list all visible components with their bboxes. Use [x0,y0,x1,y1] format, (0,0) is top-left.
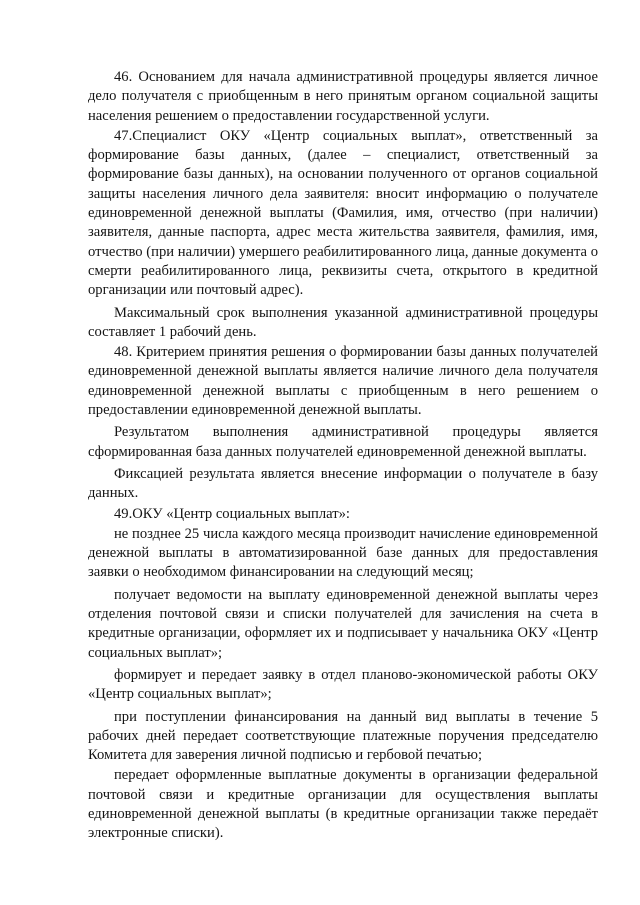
paragraph-result: Результатом выполнения административной процедуры является сформированная база данных получателей единовременной денежной выплаты. [88,424,598,460]
paragraph-47: 47.Специалист ОКУ «Центр социальных выплат», ответственный за формирование базы данных, (далее – специалист, ответственный за формирование базы данных), на основании полученного от органов социальной защиты населения личного дела заявителя: вносит информацию о получателе единовременной денежной выплаты (Фамилия, имя, отчество (при наличии) заявителя, данные паспорта, адрес места жительства заявителя, фамилия, имя, отчество (при наличии) умершего реабилитированного лица, данные документа о смерти реабилитированного лица, реквизиты счета, открытого в кредитной организации или почтовый адрес). [88,127,598,299]
paragraph-accrual: не позднее 25 числа каждого месяца производит начисление единовременной денежной выплаты в автоматизированной базе данных для предоставления заявки о необходимом финансировании на следующий месяц; [88,525,598,581]
paragraph-request: формирует и передает заявку в отдел планово-экономической работы ОКУ «Центр социальных выплат»; [88,666,598,703]
paragraph-max-term: Максимальный срок выполнения указанной административной процедуры составляет 1 рабочий день. [88,304,598,340]
paragraph-48: 48. Критерием принятия решения о формировании базы данных получателей единовременной денежной выплаты является наличие личного дела получателя единовременной денежной выплаты с приобщенным в него решением о предоставлении единовременной денежной выплаты. [88,344,598,419]
paragraph-fixation: Фиксацией результата является внесение информации о получателе в базу данных. [88,465,598,502]
paragraph-financing: при поступлении финансирования на данный вид выплаты в течение 5 рабочих дней передает соответствующие платежные поручения председателю Комитета для заверения личной подписью и гербовой печатью; [88,708,598,764]
paragraph-49: 49.ОКУ «Центр социальных выплат»: [114,505,350,522]
paragraph-46: 46. Основанием для начала административной процедуры является личное дело получателя с приобщенным в него принятым органом социальной защиты населения решением о предоставлении государственной услуги. [88,69,598,124]
paragraph-transfer: передает оформленные выплатные документы в организации федеральной почтовой связи и кредитные организации для осуществления выплаты единовременной денежной выплаты (в кредитные организации также передаёт электронные списки). [88,767,598,842]
document-page [88,68,598,844]
paragraph-statements: получает ведомости на выплату единовременной денежной выплаты через отделения почтовой связи и списки получателей для зачисления на счета в кредитные организации, оформляет их и подписывает у начальника ОКУ «Центр социальных выплат»; [88,586,598,661]
